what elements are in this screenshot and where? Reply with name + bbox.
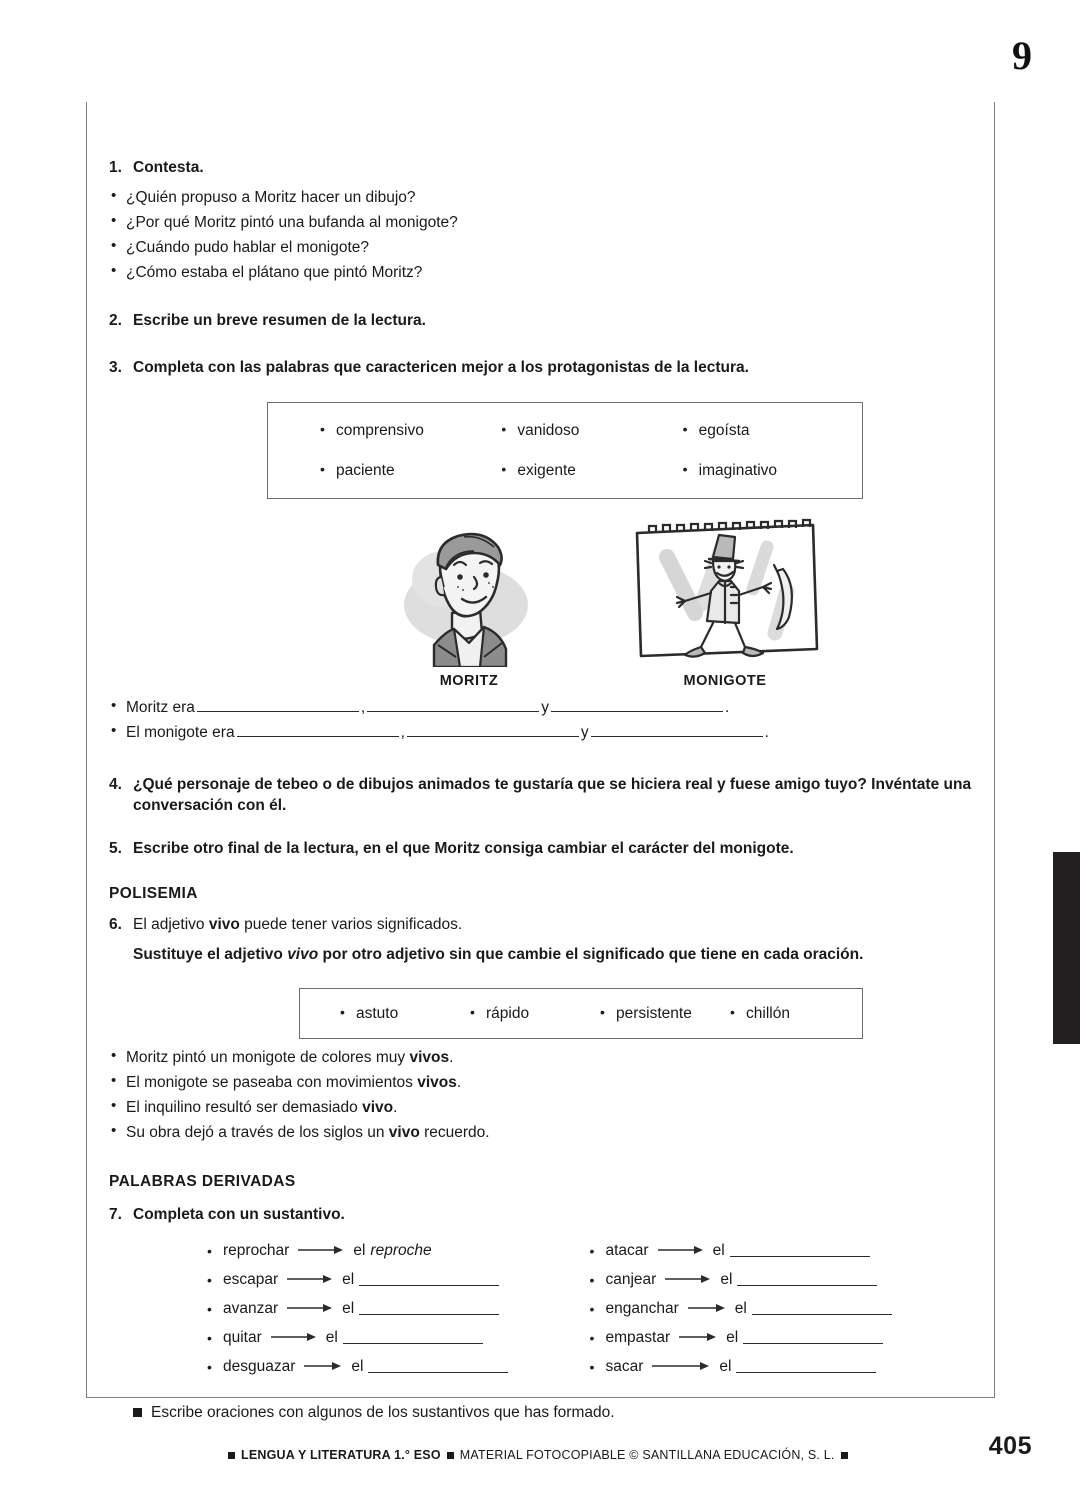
worksheet-content [87, 139, 994, 1423]
exercise-1-question-list [109, 185, 972, 285]
page-footer [0, 1440, 1080, 1470]
blank-field[interactable] [591, 723, 763, 737]
blank-field[interactable] [359, 1273, 499, 1286]
blank-field[interactable] [368, 1360, 508, 1373]
exercise-6 [109, 915, 972, 965]
blank-field[interactable] [730, 1244, 870, 1257]
fill-line-end: . [724, 699, 730, 717]
list-item: • ¿Quién propuso a Moritz hacer un dibujo? [109, 185, 972, 210]
derived-word-row [590, 1323, 973, 1352]
derived-words-right-column [590, 1236, 973, 1381]
exercise-4-prompt: ¿Qué personaje de tebeo o de dibujos animados te gustaría que se hiciera real y fuese amigo tuyo? Invéntate una conversación con él. [133, 776, 972, 815]
blank-field[interactable] [551, 698, 723, 712]
figure-caption: MONIGOTE [683, 673, 767, 690]
fill-line-connector: y [541, 699, 549, 717]
wordbox-item: • exigente [499, 463, 680, 479]
exercise-6-line1-post: puede tener varios significados. [239, 916, 463, 934]
synonym-adjectives-wordbox [299, 988, 863, 1040]
blank-field[interactable] [237, 723, 399, 737]
arrow-right-icon [298, 1243, 344, 1259]
fill-line-lead: El monigote era [126, 724, 235, 742]
bullet-icon: • [589, 1329, 595, 1346]
derived-word-row [207, 1294, 590, 1323]
exercise-6-line2-pre: Sustituye el adjetivo [133, 945, 288, 963]
derived-words-left-column [207, 1236, 590, 1381]
arrow-right-icon [652, 1359, 710, 1375]
exercise-6-line2-post: por otro adjetivo sin que cambie el significado que tiene en cada oración. [318, 945, 864, 963]
bullet-icon: • [589, 1242, 595, 1259]
square-bullet-icon [841, 1452, 848, 1459]
blank-field[interactable] [343, 1331, 483, 1344]
blank-field[interactable] [359, 1302, 499, 1315]
exercise-6-line2-keyword: vivo [287, 945, 319, 963]
sentence-keyword: vivo [388, 1124, 420, 1142]
derived-word-row [590, 1294, 973, 1323]
final-task [133, 1403, 972, 1423]
sentence-pre: El inquilino resultó ser demasiado [126, 1099, 363, 1117]
verb-label: sacar [605, 1357, 644, 1375]
exercise-5-number: 5. [109, 839, 122, 857]
blank-field[interactable] [737, 1273, 877, 1286]
wordbox-item: • persistente [598, 1006, 728, 1022]
verb-label: canjear [605, 1270, 657, 1288]
square-bullet-icon [447, 1452, 454, 1459]
exercise-5 [109, 839, 972, 860]
article-label: el [342, 1270, 355, 1288]
sentence-keyword: vivo [362, 1099, 394, 1117]
verb-label: atacar [605, 1241, 649, 1259]
exercise-6-line1-keyword: vivo [208, 916, 240, 934]
list-item: • El monigote era , y . [109, 720, 972, 745]
exercise-6-number: 6. [109, 916, 122, 934]
article-label: el [726, 1328, 739, 1346]
exercise-3-prompt: Completa con las palabras que caractericen mejor a los protagonistas de la lectura. [133, 358, 749, 376]
exercise-7 [109, 1205, 972, 1226]
article-label: el [325, 1328, 338, 1346]
wordbox-item: • imaginativo [681, 463, 862, 479]
character-description-fill-lines [109, 695, 972, 745]
exercise-3 [109, 358, 972, 379]
exercise-7-number: 7. [109, 1206, 122, 1224]
final-task-text: Escribe oraciones con algunos de los sustantivos que has formado. [151, 1404, 615, 1422]
verb-label: escapar [223, 1270, 279, 1288]
arrow-right-icon [665, 1272, 711, 1288]
sentence-post: . [456, 1074, 462, 1092]
exercise-1 [109, 158, 972, 179]
exercise-2 [109, 311, 972, 332]
article-label: el [353, 1241, 366, 1259]
bullet-icon: • [589, 1300, 595, 1317]
wordbox-item: • chillón [728, 1006, 858, 1022]
figure-caption: MORITZ [439, 673, 499, 690]
bullet-icon: • [589, 1271, 595, 1288]
arrow-right-icon [679, 1330, 717, 1346]
derived-word-row [207, 1352, 590, 1381]
wordbox-item: • comprensivo [318, 423, 499, 439]
wordbox-column [468, 1006, 598, 1022]
list-item: • Moritz era , y . [109, 695, 972, 720]
arrow-right-icon [287, 1272, 333, 1288]
arrow-right-icon [287, 1301, 333, 1317]
verb-label: avanzar [223, 1299, 279, 1317]
sentence-keyword: vivos [409, 1049, 450, 1067]
arrow-right-icon [304, 1359, 342, 1375]
footer-book-title: LENGUA Y LITERATURA 1.° ESO [241, 1448, 441, 1462]
sentence-post: . [393, 1099, 398, 1117]
arrow-right-icon [658, 1243, 704, 1259]
sentence-post: recuerdo. [419, 1124, 490, 1142]
sentence-pre: Su obra dejó a través de los siglos un [126, 1124, 389, 1142]
list-item [109, 1045, 972, 1070]
wordbox-item: • astuto [338, 1006, 468, 1022]
character-figures [109, 517, 972, 689]
fill-line-connector: y [580, 724, 589, 742]
exercise-5-prompt: Escribe otro final de la lectura, en el que Moritz consiga cambiar el carácter del monigote. [133, 839, 794, 857]
figure-monigote [597, 517, 853, 689]
sketchpad-stickman-illustration [597, 517, 853, 667]
exercise-7-prompt: Completa con un sustantivo. [133, 1206, 345, 1224]
sentence-keyword: vivos [417, 1074, 457, 1092]
wordbox-column [728, 1006, 858, 1022]
verb-label: empastar [605, 1328, 671, 1346]
article-label: el [342, 1299, 355, 1317]
exercise-2-number: 2. [109, 312, 122, 330]
blank-field[interactable] [743, 1331, 883, 1344]
wordbox-item: • rápido [468, 1006, 598, 1022]
sentence-post: . [449, 1049, 454, 1067]
bullet-icon: • [589, 1358, 595, 1375]
bullet-icon: • [207, 1271, 212, 1288]
wordbox-column [681, 423, 862, 478]
bullet-icon: • [207, 1300, 212, 1317]
footer-copyright: MATERIAL FOTOCOPIABLE © SANTILLANA EDUCACIÓN, S. L. [459, 1448, 835, 1462]
article-label: el [719, 1357, 732, 1375]
list-item [109, 1120, 972, 1145]
arrow-right-icon [271, 1330, 317, 1346]
verb-label: quitar [223, 1328, 262, 1346]
verb-label: desguazar [223, 1357, 296, 1375]
verb-label: enganchar [605, 1299, 679, 1317]
arrow-right-icon [688, 1301, 726, 1317]
sentence-pre: Moritz pintó un monigote de colores muy [126, 1049, 410, 1067]
figure-moritz [341, 517, 597, 689]
exercise-2-prompt: Escribe un breve resumen de la lectura. [133, 312, 426, 330]
answer-text: reproche [370, 1241, 432, 1259]
wordbox-column [499, 423, 680, 478]
article-label: el [720, 1270, 733, 1288]
fill-line-lead: Moritz era [126, 699, 195, 717]
derived-word-row [207, 1323, 590, 1352]
list-item: • ¿Cuándo pudo hablar el monigote? [109, 235, 972, 260]
verb-label: reprochar [223, 1241, 290, 1259]
derived-word-row [590, 1236, 973, 1265]
wordbox-column [318, 423, 499, 478]
boy-portrait-illustration [341, 517, 597, 667]
derived-word-row [590, 1265, 973, 1294]
list-item: • ¿Cómo estaba el plátano que pintó Moritz? [109, 260, 972, 285]
exercise-6-line1 [133, 916, 462, 933]
square-bullet-icon [228, 1452, 235, 1459]
blank-field[interactable] [752, 1302, 892, 1315]
section-heading-palabras-derivadas: PALABRAS DERIVADAS [109, 1173, 296, 1191]
wordbox-column [598, 1006, 728, 1022]
exercise-4 [109, 775, 972, 816]
wordbox-column [338, 1006, 468, 1022]
article-label: el [712, 1241, 725, 1259]
blank-field[interactable] [736, 1360, 876, 1373]
page-number: 405 [988, 1432, 1032, 1460]
exercise-1-number: 1. [109, 159, 122, 176]
exercise-1-prompt: Contesta. [133, 159, 204, 176]
bullet-icon: • [207, 1242, 212, 1259]
list-item [109, 1095, 972, 1120]
derived-word-row [207, 1236, 590, 1265]
exercise-6-line2 [133, 945, 972, 966]
section-heading-polisemia: POLISEMIA [109, 885, 198, 903]
polisemia-sentence-list [109, 1045, 972, 1145]
exercise-4-number: 4. [109, 776, 122, 794]
fill-line-end: . [764, 724, 769, 742]
character-adjectives-wordbox [267, 402, 863, 499]
side-tab [1053, 852, 1080, 1044]
square-bullet-icon [133, 1408, 142, 1417]
exercise-3-number: 3. [109, 358, 122, 376]
derived-words-grid [109, 1236, 972, 1381]
side-tab-label: COMPRENSIÓN LECTORA [1025, 869, 1038, 1027]
sentence-pre: El monigote se paseaba con movimientos [126, 1074, 418, 1092]
wordbox-item: • vanidoso [499, 423, 680, 439]
wordbox-item: • egoísta [681, 423, 862, 439]
list-item [109, 1070, 972, 1095]
wordbox-item: • paciente [318, 463, 499, 479]
derived-word-row [207, 1265, 590, 1294]
blank-field[interactable] [367, 698, 539, 712]
bullet-icon: • [207, 1358, 212, 1375]
derived-word-row [590, 1352, 973, 1381]
exercise-6-line1-pre: El adjetivo [133, 916, 209, 934]
bullet-icon: • [207, 1329, 212, 1346]
worksheet-frame [86, 102, 995, 1422]
list-item: • ¿Por qué Moritz pintó una bufanda al monigote? [109, 210, 972, 235]
article-label: el [351, 1357, 364, 1375]
article-label: el [734, 1299, 747, 1317]
blank-field[interactable] [197, 698, 359, 712]
unit-number: 9 [1012, 33, 1032, 78]
blank-field[interactable] [407, 723, 579, 737]
